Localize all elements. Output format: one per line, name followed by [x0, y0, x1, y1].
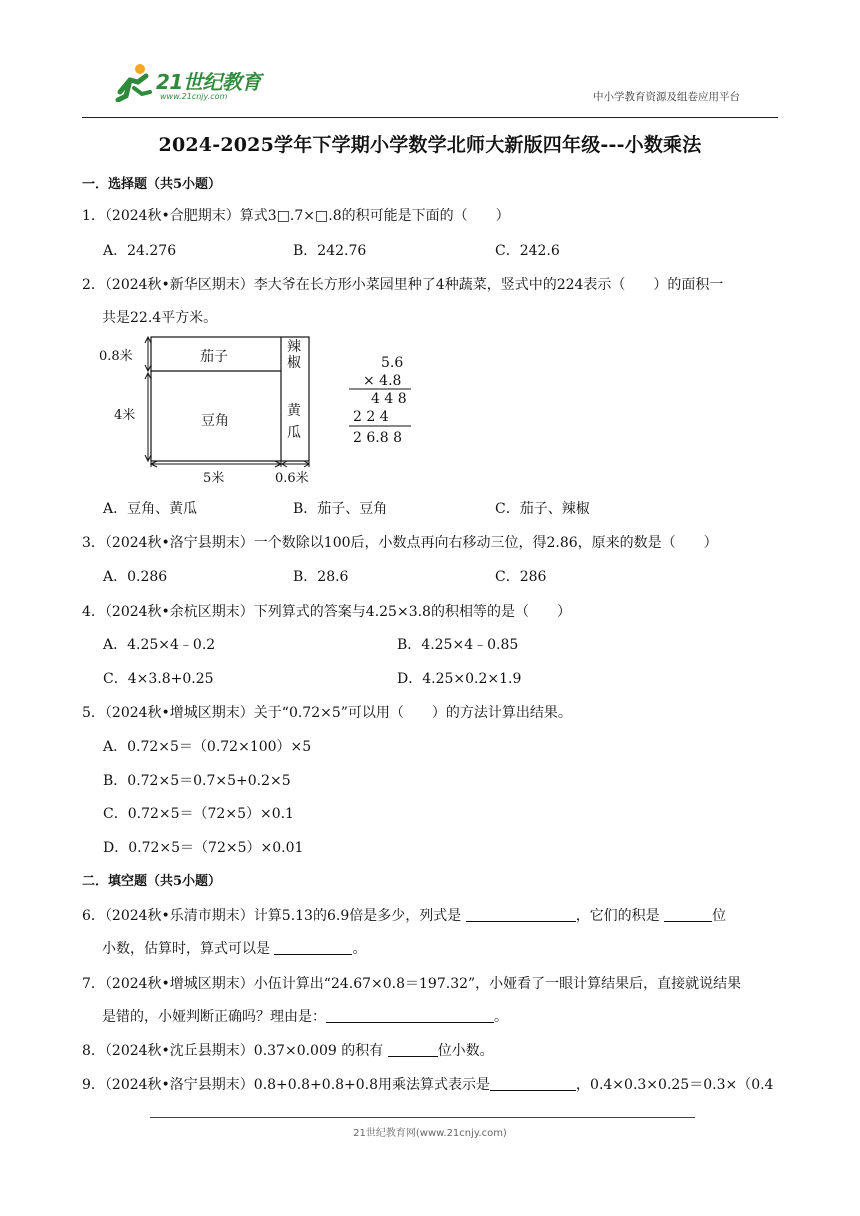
q6-text-3: 位: [712, 908, 727, 924]
question-1: 1．（2024秋•合肥期末）算式3□.7×□.8的积可能是下面的（ ）: [82, 208, 510, 224]
q2-option-c: C．茄子、辣椒: [495, 501, 590, 517]
footer-text: 21世纪教育网(www.21cnjy.com): [353, 1128, 507, 1139]
calc-line-2: × 4.8: [363, 373, 402, 389]
q2-option-b: B．茄子、豆角: [293, 501, 388, 517]
page-header: [0, 0, 860, 118]
q3-option-c: C．286: [495, 569, 547, 585]
q8-blank: [388, 1042, 438, 1057]
calc-line-4: 2 2 4: [353, 409, 389, 425]
question-6-line-2: [102, 938, 780, 958]
label-cucumber-2: 瓜: [287, 425, 301, 441]
dim-bottom: 5米: [203, 471, 225, 486]
q6-blank-2: [664, 907, 712, 922]
calc-line-5: 2 6.8 8: [353, 430, 402, 446]
question-7-line-1: 7．（2024秋•增城区期末）小伍计算出“24.67×0.8＝197.32”，小娅看了一眼计算结果后，直接就说结果: [82, 976, 742, 992]
q4-option-b: B．4.25×4﹣0.85: [397, 637, 519, 653]
q6-blank-1: [466, 907, 576, 922]
q9-text-1: 9．（2024秋•洛宁县期末）0.8+0.8+0.8+0.8用乘法算式表示是: [82, 1077, 491, 1093]
q8-text-2: 位小数。: [437, 1043, 494, 1059]
question-4: 4．（2024秋•余杭区期末）下列算式的答案与4.25×3.8的积相等的是（ ）: [82, 604, 571, 620]
question-2-line-1: 2．（2024秋•新华区期末）李大爷在长方形小菜园里种了4种蔬菜，竖式中的224表示（ ）的面积一: [82, 277, 724, 293]
q6-text-2: ，它们的积是: [575, 908, 665, 924]
logo-url: www.21cnjy.com: [160, 92, 228, 101]
q6-text-4: 小数，估算时，算式可以是: [102, 941, 275, 957]
question-8: [82, 1040, 780, 1060]
dim-top: 0.8米: [99, 349, 133, 364]
logo-text: 21世纪教育: [156, 70, 261, 94]
q7-text-2: 。: [494, 1009, 508, 1025]
q5-option-d: D．0.72×5＝（72×5）×0.01: [103, 840, 304, 856]
calc-line-3: 4 4 8: [371, 391, 407, 407]
q5-option-b: B．0.72×5＝0.7×5+0.2×5: [103, 773, 291, 789]
q8-text-1: 8．（2024秋•沈丘县期末）0.37×0.009 的积有: [82, 1043, 388, 1059]
q1-option-b: B．242.76: [293, 243, 367, 259]
question-9: [82, 1074, 780, 1094]
q9-blank: [490, 1076, 576, 1091]
calc-line-1: 5.6: [381, 355, 404, 371]
label-pepper-1: 辣: [287, 339, 301, 355]
q1-option-c: C．242.6: [495, 243, 560, 259]
section-heading-choice: 一．选择题（共5小题）: [82, 177, 222, 192]
q5-option-a: A．0.72×5＝（0.72×100）×5: [103, 739, 312, 755]
dim-left: 4米: [114, 408, 136, 423]
label-eggplant: 茄子: [200, 349, 228, 365]
q4-option-d: D．4.25×0.2×1.9: [397, 671, 522, 687]
question-2-line-2: 共是22.4平方米。: [102, 310, 218, 326]
footer-divider: [150, 1117, 695, 1118]
question-6-line-1: [82, 905, 780, 925]
header-divider: [82, 117, 778, 118]
garden-rect: [151, 337, 309, 461]
q5-option-c: C．0.72×5＝（72×5）×0.1: [103, 806, 294, 822]
q6-text-5: 。: [352, 941, 367, 957]
q6-text-1: 6．（2024秋•乐清市期末）计算5.13的6.9倍是多少，列式是: [82, 908, 466, 924]
label-bean: 豆角: [201, 413, 229, 429]
q3-option-b: B．28.6: [293, 569, 349, 585]
question-7-line-2: [102, 1006, 780, 1026]
question-5: 5．（2024秋•增城区期末）关于“0.72×5”可以用（ ）的方法计算出结果。: [82, 705, 572, 721]
q7-blank: [326, 1008, 494, 1023]
document-title: 2024-2025学年下学期小学数学北师大新版四年级---小数乘法: [158, 134, 702, 156]
section-heading-fill: 二．填空题（共5小题）: [82, 874, 222, 889]
dim-right: 0.6米: [275, 471, 309, 486]
platform-label: 中小学教育资源及组卷应用平台: [593, 91, 740, 103]
logo: [110, 62, 280, 106]
runner-logo-icon: [110, 62, 156, 102]
q4-option-c: C．4×3.8+0.25: [103, 671, 214, 687]
q4-option-a: A．4.25×4﹣0.2: [103, 637, 216, 653]
q6-blank-3: [274, 940, 352, 955]
question-3: 3．（2024秋•洛宁县期末）一个数除以100后，小数点再向右移动三位，得2.86，原来的数是（ ）: [82, 535, 718, 551]
q7-text-1: 是错的，小娅判断正确吗？理由是：: [102, 1009, 326, 1025]
q9-text-2: ，0.4×0.3×0.25＝0.3×（0.4: [576, 1077, 774, 1093]
q3-option-a: A．0.286: [103, 569, 168, 585]
q1-option-a: A．24.276: [103, 243, 177, 259]
garden-diagram: [95, 333, 435, 488]
label-pepper-2: 椒: [287, 355, 301, 371]
label-cucumber-1: 黄: [287, 403, 301, 419]
q2-option-a: A．豆角、黄瓜: [103, 501, 198, 517]
